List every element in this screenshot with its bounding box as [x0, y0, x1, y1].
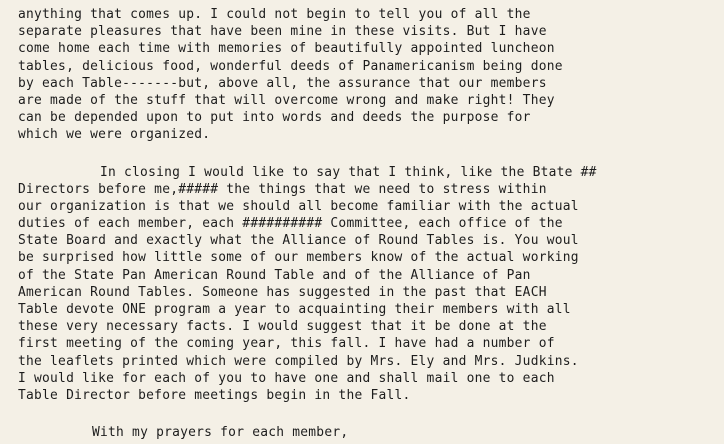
text-line: State Board and exactly what the Alliance of Round Tables is. You woul	[18, 233, 579, 249]
text-line: these very necessary facts. I would suggest that it be done at the	[18, 319, 547, 335]
paragraph-closing-remarks	[18, 164, 724, 405]
paragraph-visits	[18, 6, 724, 144]
closing-salutation: With my prayers for each member,	[92, 425, 349, 441]
text-line: are made of the stuff that will overcome wrong and make right! They	[18, 92, 555, 108]
text-line: I would like for each of you to have one and shall mail one to each	[18, 370, 555, 386]
text-line: Table devote ONE program a year to acquainting their members with all	[18, 302, 571, 317]
text-line: American Round Tables. Someone has suggested in the past that EACH	[18, 284, 547, 300]
text-line: duties of each member, each ########## Committee, each office of the	[18, 216, 563, 232]
text-line: In closing I would like to say that I think, like the Btate ##	[100, 164, 597, 180]
text-line: which we were organized.	[18, 127, 211, 143]
text-line: come home each time with memories of beautifully appointed luncheon	[18, 41, 555, 57]
text-line: the leaflets printed which were compiled by Mrs. Ely and Mrs. Judkins.	[18, 353, 579, 369]
text-line: our organization is that we should all become familiar with the actual	[18, 198, 579, 214]
text-line: Table Director before meetings begin in the Fall.	[18, 387, 411, 403]
text-line: tables, delicious food, wonderful deeds of Panamericanism being done	[18, 58, 563, 74]
text-line: of the State Pan American Round Table and of the Alliance of Pan	[18, 267, 531, 283]
text-line: can be depended upon to put into words and deeds the purpose for	[18, 110, 531, 126]
text-line: anything that comes up. I could not begin to tell you of all the	[18, 7, 531, 22]
text-line: separate pleasures that have been mine in these visits. But I have	[18, 24, 547, 40]
text-line: Directors before me,##### the things that we need to stress within	[18, 181, 547, 197]
paragraph-spacer	[18, 144, 724, 164]
text-line: by each Table-------but, above all, the assurance that our members	[18, 75, 547, 91]
paragraph-spacer	[18, 404, 724, 424]
text-line: first meeting of the coming year, this fall. I have had a number of	[18, 336, 555, 352]
text-line: be surprised how little some of our members know of the actual working	[18, 250, 579, 266]
